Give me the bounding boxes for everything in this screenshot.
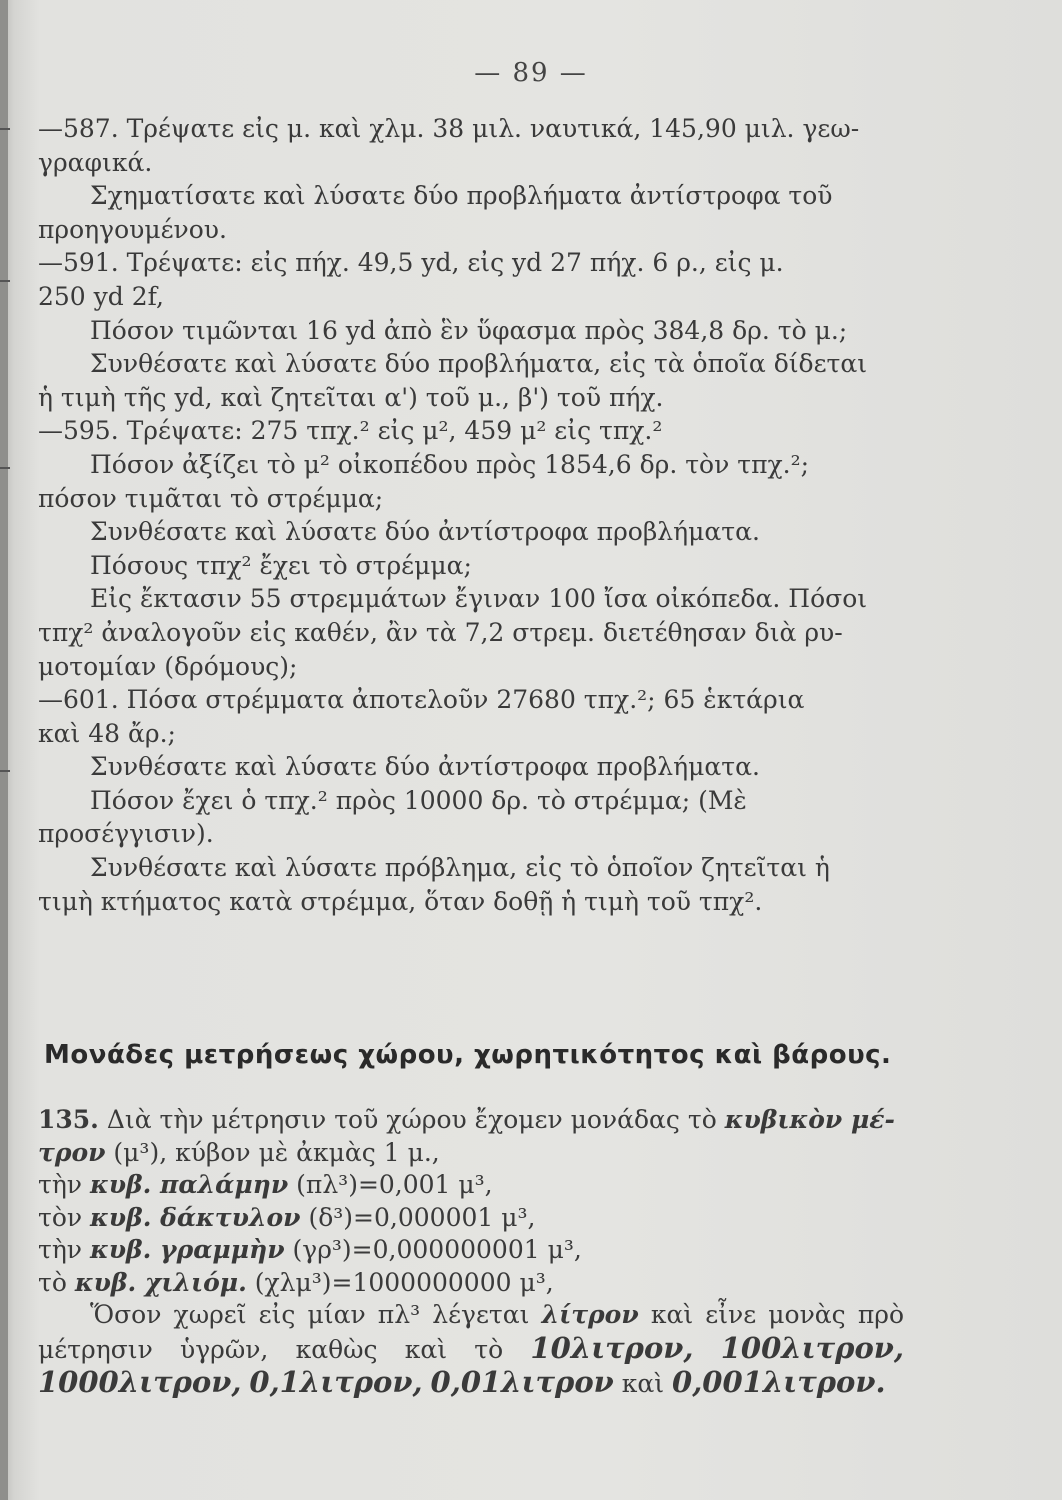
exercise-item: Πόσον ἀξίζει τὸ μ² οἰκοπέδου πρὸς 1854,6 δρ. τὸν τπχ.²; πόσον τιμᾶται τὸ στρέμμα; bbox=[38, 449, 810, 513]
exercise-601: —601. Πόσα στρέμματα ἀποτελοῦν 27680 τπχ.²; 65 ἑκτάρια καὶ 48 ἄρ.; bbox=[38, 685, 805, 748]
exercise-587: —587. Τρέψατε εἰς μ. καὶ χλμ. 38 μιλ. ναυτικά, 145,90 μιλ. γεω- γραφικά. bbox=[38, 114, 860, 177]
litre-paragraph: Ὅσον χωρεῖ εἰς μίαν πλ³ λέγεται λίτρον καὶ εἶνε μονὰς πρὸ μέτρησιν ὑγρῶν, καθὼς καὶ τὸ 10λιτρον, 100λιτρον, 1000λιτρον, 0,1λιτρον, 0,01λιτρον καὶ 0,001λιτρον. bbox=[38, 1300, 905, 1399]
margin-mark bbox=[0, 770, 10, 772]
margin-mark bbox=[0, 128, 10, 130]
exercise-item: Εἰς ἔκτασιν 55 στρεμμάτων ἔγιναν 100 ἴσα οἰκόπεδα. Πόσοι τπχ² ἀναλογοῦν εἰς καθέν, ἂν τὰ 7,2 στρεμ. διετέθησαν διὰ ρυ- μοτομίαν (δρόμους); bbox=[38, 584, 868, 681]
exercise-item: Πόσον ἔχει ὁ τπχ.² πρὸς 10000 δρ. τὸ στρέμμα; (Μὲ προσέγγισιν). bbox=[38, 785, 747, 849]
paragraph-number: 135. bbox=[38, 1105, 99, 1134]
unit-row: τὴν κυβ. γραμμὴν (γρ³)=0,000000001 μ³, bbox=[38, 1235, 582, 1264]
exercise-item: Συνθέσατε καὶ λύσατε δύο ἀντίστροφα προβλήματα. bbox=[90, 752, 760, 782]
exercise-item: Συνθέσατε καὶ λύσατε δύο ἀντίστροφα προβλήματα. bbox=[90, 517, 760, 547]
exercise-595: —595. Τρέψατε: 275 τπχ.² εἰς μ², 459 μ² εἰς τπχ.² bbox=[38, 416, 663, 446]
section-heading: Μονάδες μετρήσεως χώρου, χωρητικότητος καὶ βάρους. bbox=[44, 1040, 892, 1070]
exercise-list bbox=[38, 112, 904, 918]
units-section bbox=[38, 1104, 904, 1401]
exercise-item: Πόσους τπχ² ἔχει τὸ στρέμμα; bbox=[90, 550, 472, 580]
book-spine bbox=[0, 0, 8, 1500]
exercise-item: Συνθέσατε καὶ λύσατε δύο προβλήματα, εἰς τὰ ὁποῖα δίδεται ἡ τιμὴ τῆς yd, καὶ ζητεῖται α') τοῦ μ., β') τοῦ πήχ. bbox=[38, 349, 868, 412]
margin-mark bbox=[0, 467, 10, 469]
unit-row: τὸν κυβ. δάκτυλον (δ³)=0,000001 μ³, bbox=[38, 1202, 536, 1232]
page-number: — 89 — bbox=[474, 58, 588, 88]
exercise-item: Συνθέσατε καὶ λύσατε πρόβλημα, εἰς τὸ ὁποῖον ζητεῖται ἡ τιμὴ κτήματος κατὰ στρέμμα, ὅταν δοθῇ ἡ τιμὴ τοῦ τπχ². bbox=[38, 853, 830, 916]
margin-mark bbox=[0, 280, 10, 282]
exercise-item: Πόσον τιμῶνται 16 yd ἀπὸ ἓν ὕφασμα πρὸς 384,8 δρ. τὸ μ.; bbox=[90, 315, 848, 345]
unit-row: τὴν κυβ. παλάμην (πλ³)=0,001 μ³, bbox=[38, 1170, 493, 1199]
units-intro: 135. Διὰ τὴν μέτρησιν τοῦ χώρου ἔχομεν μονάδας τὸ κυβικὸν μέ- τρον (μ³), κύβον μὲ ἀκμὰς 1 μ., bbox=[38, 1105, 895, 1167]
exercise-591: —591. Τρέψατε: εἰς πήχ. 49,5 yd, εἰς yd 27 πήχ. 6 ρ., εἰς μ. 250 yd 2f, bbox=[38, 248, 784, 311]
exercise-item: Σχηματίσατε καὶ λύσατε δύο προβλήματα ἀντίστροφα τοῦ προηγουμένου. bbox=[38, 181, 833, 244]
unit-row: τὸ κυβ. χιλιόμ. (χλμ³)=1000000000 μ³, bbox=[38, 1267, 554, 1297]
